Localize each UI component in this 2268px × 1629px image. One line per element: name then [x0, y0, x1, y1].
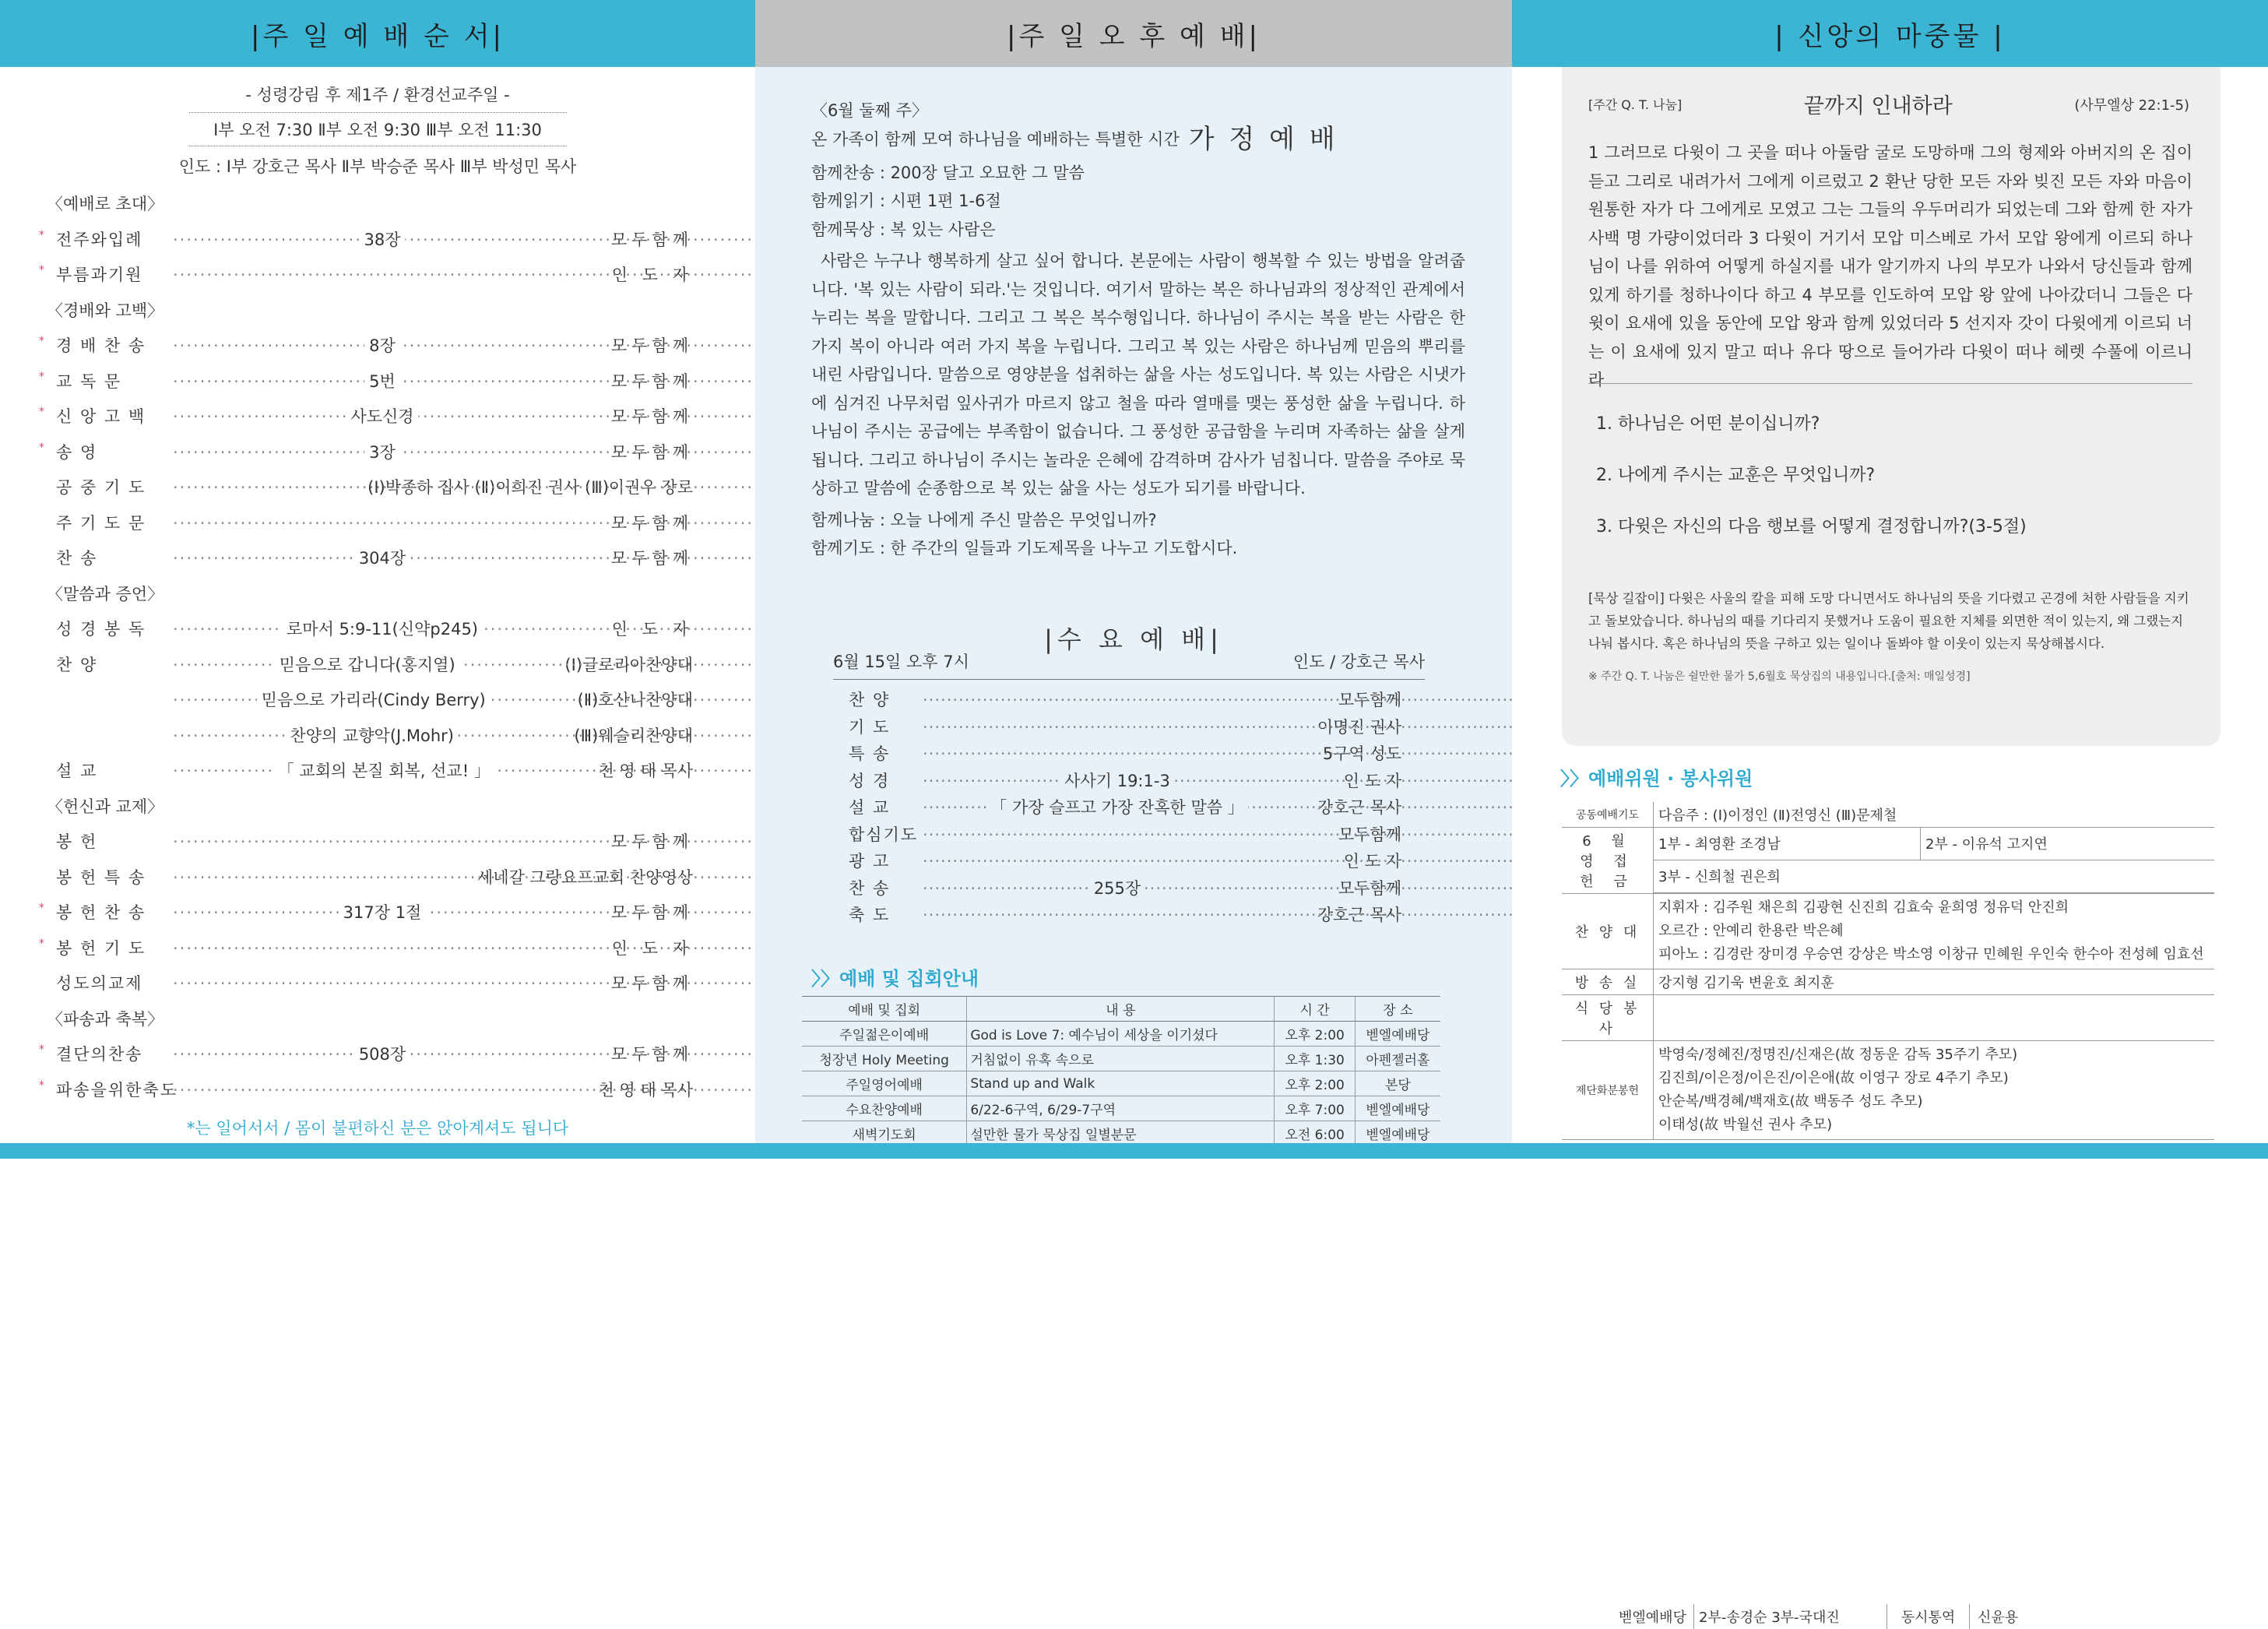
family-line: 함께찬송 : 200장 달고 오묘한 그 말씀: [811, 163, 1085, 182]
order-item-person: 모두함께: [610, 903, 693, 922]
standing-mark-icon: *: [39, 406, 44, 418]
svc-value: 2부-송경순 3부-국대진: [1694, 1604, 1887, 1629]
family-line: 함께나눔 : 오늘 나에게 주신 말씀은 무엇입니까?: [811, 510, 1157, 530]
worship-order-list: [39, 187, 693, 1108]
order-item-detail: ····· 38장: [359, 223, 405, 259]
qt-questions: [1596, 399, 2188, 553]
service-committee-title: 〉〉예배위원 · 봉사위원: [1560, 768, 1753, 790]
dot-leader: [173, 329, 592, 364]
worship-order-header: |주 일 예 배 순 서|: [0, 0, 755, 67]
dot-leader: [173, 470, 364, 506]
dot-leader: [173, 895, 592, 931]
wednesday-item-name: 기 도: [849, 717, 891, 737]
dot-leader: [923, 794, 1312, 822]
svc-value: 오르간 : 안예리 한용란 박은혜: [1658, 923, 1844, 939]
order-item-person: (Ⅰ)박종하 집사 (Ⅱ)이희진 권사 (Ⅲ)이권우 장로: [364, 470, 693, 506]
order-item-detail: ····· 믿음으로 갑니다(홍지열): [275, 648, 460, 684]
family-line: 함께묵상 : 복 있는 사람은: [811, 220, 996, 239]
order-section-heading: 〈헌신과 교제〉: [47, 797, 164, 816]
table-row: [802, 1022, 1440, 1047]
wednesday-item-name: 찬 양: [849, 691, 891, 709]
wednesday-row: [849, 687, 1401, 714]
order-item-name: 성 경 봉 독: [56, 620, 146, 639]
svc-value: 동시통역: [1887, 1604, 1970, 1629]
wednesday-item-person: 5구역 성도: [1322, 744, 1401, 763]
svc-label: 6 월 영 접 헌 금: [1562, 828, 1654, 894]
order-item-name: 파송을위한축도: [56, 1080, 178, 1099]
wednesday-item-person: 모두함께: [1338, 691, 1401, 709]
order-row: [47, 719, 693, 755]
order-item-person: 모두함께: [610, 407, 693, 426]
svc-label: 방 송 실: [1562, 969, 1654, 995]
info-table-cell: God is Love 7: 예수님이 세상을 이기셨다: [967, 1022, 1275, 1047]
order-row: [39, 223, 693, 259]
info-table-cell: Stand up and Walk: [967, 1071, 1275, 1096]
order-row: [39, 931, 693, 967]
dot-leader: [173, 966, 592, 1002]
svc-value: 김진희/이은정/이은진/이은애(故 이영구 장로 4주기 추모): [1658, 1070, 2009, 1086]
dot-leader: [173, 860, 474, 896]
qt-reference: (사무엘상 22:1-5): [2074, 97, 2189, 114]
svc-label: 공동예배기도: [1562, 802, 1654, 828]
worship-subtitle: - 성령강림 후 제1주 / 환경선교주일 -: [245, 86, 510, 104]
wednesday-item-name: 특 송: [849, 744, 891, 763]
dot-leader: [173, 931, 592, 967]
wednesday-date: 6월 15일 오후 7시: [833, 653, 969, 671]
order-row: [47, 541, 693, 577]
svc-value: 피아노 : 김경란 장미경 우승연 강상은 박소영 이창규 민혜원 우인숙 한수아 전성혜 임효선: [1658, 946, 2204, 962]
family-intro-text: 온 가족이 함께 모여 하나님을 예배하는 특별한 시간: [811, 129, 1180, 149]
wednesday-item-person: 강호근 목사: [1317, 798, 1401, 817]
order-item-name: 주 기 도 문: [56, 513, 146, 533]
order-item-name: 교 독 문: [56, 371, 122, 391]
order-item-person: 천 영 태 목사: [596, 1073, 693, 1109]
qt-question: 2. 나에게 주시는 교훈은 무엇입니까?: [1596, 466, 1876, 485]
order-item-name: 송 영: [56, 442, 98, 462]
info-table-header: 시 간: [1275, 997, 1355, 1022]
order-item-detail: ····· 사도신경: [346, 399, 418, 435]
order-row: [47, 825, 693, 860]
order-section-heading: 〈예배로 초대〉: [47, 195, 164, 213]
svc-value: [1654, 995, 2215, 1041]
wednesday-row: [849, 741, 1401, 768]
qt-tag: [주간 Q. T. 나눔]: [1588, 97, 1683, 112]
info-table-cell: 벧엘예배당: [1355, 1096, 1440, 1121]
wednesday-item-person: 인 도 자: [1343, 771, 1401, 790]
dot-leader: [923, 822, 1312, 849]
standing-mark-icon: *: [39, 902, 44, 914]
order-item-person: 모두함께: [610, 442, 693, 462]
wednesday-row: [849, 875, 1401, 902]
info-table-cell: 아펜젤러홀: [1355, 1047, 1440, 1071]
wednesday-row: [849, 714, 1401, 741]
wednesday-row: [849, 822, 1401, 849]
info-table-cell: 주일영어예배: [802, 1071, 967, 1096]
order-row: [39, 258, 693, 294]
order-item-name: 찬 양: [56, 655, 98, 674]
family-worship-title: 가 정 예 배: [1188, 124, 1338, 156]
dot-leader: [173, 754, 596, 790]
dot-leader: [173, 825, 592, 860]
wednesday-row: [849, 902, 1401, 929]
order-item-name: 경 배 찬 송: [56, 336, 146, 355]
service-committee-table: [1562, 802, 2214, 1626]
svc-value: 박영숙/정혜진/정명진/신재은(故 정동운 감독 35주기 추모): [1658, 1047, 2018, 1063]
wednesday-item-name: 축 도: [849, 906, 891, 924]
order-row: [47, 860, 693, 896]
order-item-name: 찬 송: [56, 549, 98, 568]
dot-leader: [173, 435, 592, 471]
order-item-person: 모두함께: [610, 513, 693, 533]
info-table-cell: 주일젊은이예배: [802, 1022, 967, 1047]
wednesday-order-list: [849, 687, 1401, 929]
order-item-person: 인 도 자: [611, 620, 693, 639]
order-section-heading: 〈말씀과 증언〉: [47, 584, 164, 603]
order-item-person: 모두함께: [610, 549, 693, 568]
qt-source: ※ 주간 Q. T. 나눔은 쉴만한 물가 5,6월호 묵상집의 내용입니다.[출처: 매일성경]: [1588, 670, 1971, 683]
info-table-cell: 오전 6:00: [1275, 1121, 1355, 1146]
wednesday-item-name: 광 고: [849, 852, 891, 871]
order-item-person: 모두함께: [610, 974, 693, 993]
order-item-detail: ····· 3장: [364, 435, 400, 471]
order-item-name: 성도의교제: [56, 974, 143, 993]
order-item-detail: ····· 8장: [364, 329, 400, 364]
info-section-title: 〉〉예배 및 집회안내: [811, 968, 979, 990]
dot-leader: [173, 506, 592, 542]
table-row: [802, 1096, 1440, 1121]
standing-mark-icon: *: [39, 441, 44, 454]
svc-value: 지휘자 : 김주원 채은희 김광현 신진희 김효숙 윤희영 정유덕 안진희: [1658, 899, 2069, 916]
order-row: [47, 612, 693, 648]
qt-meditation-guide: [묵상 길잡이] 다윗은 사울의 칼을 피해 도망 다니면서도 하나님의 뜻을 기다렸고 곤경에 처한 사람들을 지키고 돌보았습니다. 하나님의 때를 기다리지 못했거나 도움이 필요한 지체를 외면한 적이 있는지, 왜 그랬는지 나눠 봅시다. 혹은 하나님의 뜻을 구하고 있는 일이나 돌봐야 할 이웃이 있는지 묵상해봅시다.: [1588, 591, 2189, 651]
wednesday-row: [849, 848, 1401, 875]
order-item-person: (Ⅰ)글로리아찬양대: [561, 648, 693, 684]
order-item-name: 봉 헌 찬 송: [56, 903, 146, 922]
order-item-name: 봉 헌 특 송: [56, 867, 146, 887]
family-body: 사람은 누구나 행복하게 살고 싶어 합니다. 본문에는 사람이 행복할 수 있는 방법을 알려줍니다. '복 있는 사람이 되라.'는 것입니다. 여기서 말하는 복은 하나님과의 정상적인 관계에서 누리는 복을 말합니다. 그리고 그 복은 복수형입니다. 하나님이 주시는 복을 받는 사람은 한 가지 복이 아니라 여러 가지 복을 누립니다. 그리고 복 있는 사람은 하나님께 믿음의 뿌리를 내린 사람입니다. 말씀으로 영양분을 섭취하는 삶을 사는 성도입니다. 복 있는 사람은 시냇가에 심겨진 나무처럼 잎사귀가 마르지 않고 철을 따라 열매를 맺는 풍성한 삶을 누립니다. 하나님이 주시는 공급에는 부족함이 없습니다. 그 풍성한 공급함을 누리며 자족하는 삶을 살게 됩니다. 그리고 하나님이 주시는 놀라운 은혜에 감격하며 감사가 넘칩니다. 말씀을 주야로 묵상하고 말씀에 순종함으로 복 있는 삶을 사는 성도가 되기를 바랍니다.: [811, 252, 1465, 498]
worship-order-column: [0, 0, 755, 1159]
info-table-cell: 오후 2:00: [1275, 1022, 1355, 1047]
info-table-cell: 오후 7:00: [1275, 1096, 1355, 1121]
order-item-name: 봉 헌: [56, 832, 98, 851]
info-table-cell: 새벽기도회: [802, 1121, 967, 1146]
bottom-accent-bar: [0, 1143, 2268, 1159]
week-label: 〈6월 둘째 주〉: [811, 101, 928, 120]
family-worship-block: [811, 97, 1465, 563]
standing-mark-icon: *: [39, 937, 44, 950]
info-table-cell: 오후 1:30: [1275, 1047, 1355, 1071]
order-item-person: (Ⅲ)웨슬리찬양대: [571, 719, 693, 755]
order-item-detail: ····· 「 교회의 본질 회복, 선교! 」: [273, 754, 495, 790]
afternoon-worship-header: |주 일 오 후 예 배|: [755, 0, 1512, 67]
wednesday-leader: 인도 / 강호근 목사: [1292, 653, 1425, 671]
order-item-person: (Ⅱ)호산나찬양대: [575, 683, 693, 719]
order-row: [47, 754, 693, 790]
order-row: [39, 1037, 693, 1073]
wednesday-item-name: 설 교: [849, 798, 891, 817]
qt-passage: 1 그러므로 다윗이 그 곳을 떠나 아둘람 굴로 도망하매 그의 형제와 아버지의 온 집이 듣고 그리로 내려가서 그에게 이르렀고 2 환난 당한 모든 자와 빚진 모든 자와 마음이 원통한 자가 다 그에게로 모였고 그는 그들의 우두머리가 되었는데 그와 함께 한 자가 사백 명 가량이었더라 3 다윗이 거기서 모압 미스베로 가서 모압 왕에게 이르되 하나님이 나를 위하여 어떻게 하실지를 내가 알기까지 나의 부모가 나와서 당신들과 함께 있게 하기를 청하나이다 하고 4 부모를 인도하여 모압 왕 앞에 나아갔더니 그들은 다윗이 요새에 있을 동안에 모압 왕과 함께 있었더라 5 선지자 갓이 다윗에게 이르되 너는 이 요새에 있지 말고 떠나 유다 땅으로 들어가라 다윗이 떠나 헤렛 수풀에 이르니라: [1588, 143, 2192, 389]
dot-leader: [173, 648, 561, 684]
order-item-name: [47, 683, 173, 719]
dot-leader: [923, 902, 1312, 929]
svc-offering-row: [1612, 1604, 2264, 1629]
order-item-detail: ····· 508장: [354, 1037, 410, 1073]
standing-mark-icon: *: [39, 335, 44, 347]
info-table-header: 장 소: [1355, 997, 1440, 1022]
faith-header: | 신앙의 마중물 |: [1512, 0, 2268, 67]
info-table-cell: 청장년 Holy Meeting: [802, 1047, 967, 1071]
order-item-detail: ····· 찬양의 교향악(J.Mohr): [285, 719, 459, 755]
order-item-person: 모두함께: [610, 1045, 693, 1064]
service-times: Ⅰ부 오전 7:30 Ⅱ부 오전 9:30 Ⅲ부 오전 11:30: [189, 112, 567, 146]
order-row: [39, 399, 693, 435]
dot-leader: [173, 258, 592, 294]
order-row: [47, 470, 693, 506]
info-table-cell: 거침없이 유혹 속으로: [967, 1047, 1275, 1071]
wednesday-item-person: 이명진 권사: [1317, 717, 1401, 737]
order-row: [47, 648, 693, 684]
wednesday-worship-title: |수 요 예 배|: [1044, 625, 1223, 654]
wednesday-item-detail: ····· 255장: [1089, 875, 1145, 902]
order-section-heading: 〈경배와 고백〉: [47, 301, 164, 320]
svc-value: 강지형 김기욱 변윤호 최지훈: [1654, 969, 2215, 995]
info-table-cell: 수요찬양예배: [802, 1096, 967, 1121]
order-item-detail: ····· 5번: [364, 364, 400, 400]
svc-value: 신윤용: [1978, 1610, 2019, 1626]
table-row: [802, 1047, 1440, 1071]
svc-label: 식 당 봉 사: [1562, 995, 1654, 1041]
standing-footnote: *는 일어서서 / 몸이 불편하신 분은 앉아계셔도 됩니다: [186, 1119, 569, 1138]
wednesday-item-name: 합심기도: [849, 825, 919, 844]
wednesday-item-person: 모두함께: [1338, 825, 1401, 844]
dot-leader: [923, 768, 1312, 795]
dot-leader: [173, 612, 592, 648]
dot-leader: [173, 1037, 592, 1073]
svc-value: 다음주 : (Ⅰ)이정인 (Ⅱ)전영신 (Ⅲ)문제철: [1654, 802, 2215, 828]
weekly-qt-card: [1562, 67, 2221, 746]
qt-top: [1588, 89, 2189, 119]
order-row: [47, 506, 693, 542]
wednesday-worship-meta: [833, 649, 1425, 680]
order-item-person: 모두함께: [610, 371, 693, 391]
svc-value: 안순복/백경혜/백재호(故 백동주 성도 추모): [1658, 1093, 1923, 1110]
dot-leader: [923, 714, 1312, 741]
order-item-name: 신 앙 고 백: [56, 407, 146, 426]
qt-question: 3. 다윗은 자신의 다음 행보를 어떻게 결정합니까?(3-5절): [1596, 517, 2027, 537]
table-row: [802, 1071, 1440, 1096]
order-item-person: 모두함께: [610, 336, 693, 355]
afternoon-worship-column: [755, 0, 1512, 1159]
info-table-header: 내 용: [967, 997, 1275, 1022]
info-table-cell: 벧엘예배당: [1355, 1121, 1440, 1146]
order-item-name: [47, 719, 173, 755]
order-row: [39, 895, 693, 931]
svc-label: 찬 양 대: [1562, 894, 1654, 969]
order-row: [39, 329, 693, 364]
order-item-name: 전주와입례: [56, 230, 143, 249]
order-item-name: 설 교: [56, 762, 98, 780]
info-table-cell: 벧엘예배당: [1355, 1022, 1440, 1047]
wednesday-row: [849, 768, 1401, 795]
dot-leader: [173, 364, 592, 400]
svc-value: 이태성(故 박월선 권사 추모): [1658, 1117, 1833, 1133]
order-item-name: 공 중 기 도: [56, 478, 146, 497]
svc-value: 벧엘예배당: [1612, 1604, 1694, 1629]
order-item-person: 모두함께: [610, 230, 693, 249]
order-item-name: 봉 헌 기 도: [56, 938, 146, 958]
qt-divider: [1588, 383, 2192, 384]
qt-question: 1. 하나님은 어떤 분이십니까?: [1596, 414, 1820, 434]
order-item-detail: ····· 로마서 5:9-11(신약p245): [282, 612, 483, 648]
dot-leader: [923, 875, 1312, 902]
dot-leader: [923, 848, 1312, 875]
standing-mark-icon: *: [39, 370, 44, 383]
svc-value: 3부 - 신희철 권은희: [1654, 860, 2215, 892]
family-line: 함께읽기 : 시편 1편 1-6절: [811, 192, 1001, 211]
standing-mark-icon: *: [39, 1078, 44, 1092]
wednesday-item-name: 찬 송: [849, 878, 891, 898]
info-table-cell: 6/22-6구역, 6/29-7구역: [967, 1096, 1275, 1121]
order-item-detail: ····· 304장: [354, 541, 410, 577]
order-item-detail: ····· 317장 1절: [339, 895, 427, 931]
order-item-name: 결단의찬송: [56, 1045, 143, 1064]
info-table-cell: 본당: [1355, 1071, 1440, 1096]
table-row: [802, 1121, 1440, 1146]
meeting-info-table: [802, 996, 1440, 1146]
info-table-cell: 오후 2:00: [1275, 1071, 1355, 1096]
order-item-person: 인 도 자: [611, 266, 693, 284]
dot-leader: [173, 399, 592, 435]
order-item-detail: ····· 믿음으로 가리라(Cindy Berry): [257, 683, 491, 719]
order-row: [47, 683, 693, 719]
order-row: [39, 364, 693, 400]
standing-mark-icon: *: [39, 1043, 44, 1056]
order-section-heading: 〈파송과 축복〉: [47, 1009, 164, 1029]
order-row: [39, 1073, 693, 1109]
standing-mark-icon: *: [39, 264, 44, 276]
order-item-person: 천 영 태 목사: [596, 754, 693, 790]
dot-leader: [173, 719, 571, 755]
svc-value: 2부 - 이유석 고지연: [1921, 828, 2215, 860]
wednesday-row: [849, 794, 1401, 822]
service-leaders: 인도 : Ⅰ부 강호근 목사 Ⅱ부 박승준 목사 Ⅲ부 박성민 목사: [178, 157, 577, 176]
svc-label: 제단화분봉헌: [1562, 1041, 1654, 1140]
wednesday-item-person: 인 도 자: [1343, 852, 1401, 871]
qt-title: 끝까지 인내하라: [1803, 94, 1953, 118]
wednesday-item-detail: ····· 「 가장 슬프고 가장 잔혹한 말씀 」: [986, 794, 1248, 822]
order-item-name: 부름과기원: [56, 266, 143, 284]
order-item-person: 인 도 자: [611, 938, 693, 958]
wednesday-item-person: 모두함께: [1338, 878, 1401, 898]
dot-leader: [923, 687, 1312, 714]
wednesday-item-detail: ····· 사사기 19:1-3: [1060, 768, 1175, 795]
order-item-person: 모두함께: [610, 832, 693, 851]
wednesday-item-name: 성 경: [849, 771, 891, 790]
family-line: 함께기도 : 한 주간의 일들과 기도제목을 나누고 기도합시다.: [811, 539, 1238, 558]
dot-leader: [173, 541, 592, 577]
info-table-cell: 설만한 물가 묵상집 일별분문: [967, 1121, 1275, 1146]
dot-leader: [173, 683, 575, 719]
dot-leader: [923, 741, 1312, 768]
wednesday-item-person: 강호근 목사: [1317, 906, 1401, 924]
family-intro: [811, 125, 1465, 154]
order-item-person: 세네갈 그랑요프교회 찬양영상: [474, 860, 693, 896]
svc-value: 1부 - 최영환 조경남: [1654, 828, 1921, 860]
dot-leader: [173, 223, 592, 259]
order-row: [47, 966, 693, 1002]
standing-mark-icon: *: [39, 228, 44, 241]
dot-leader: [173, 1073, 596, 1109]
info-table-header: 예배 및 집회: [802, 997, 967, 1022]
order-row: [39, 435, 693, 471]
